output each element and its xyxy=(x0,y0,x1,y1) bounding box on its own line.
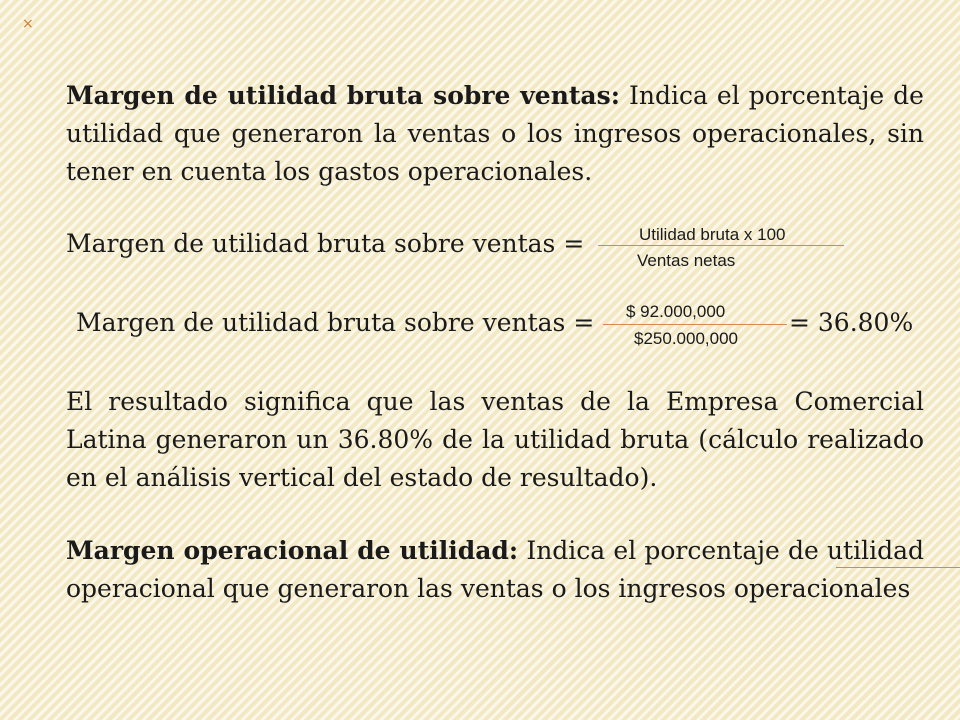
formula2-fraction-line xyxy=(603,324,787,325)
term-gross-margin: Margen de utilidad bruta sobre ventas: xyxy=(66,81,620,110)
formula2-label: Margen de utilidad bruta sobre ventas = xyxy=(76,308,595,337)
term-operating-margin: Margen operacional de utilidad: xyxy=(66,536,519,565)
formula2-denominator: $250.000,000 xyxy=(634,329,738,348)
operating-margin-accent-line xyxy=(836,567,960,568)
formula1-fraction-line xyxy=(598,245,844,246)
formula2-numerator: $ 92.000,000 xyxy=(626,302,726,321)
formula1-label: Margen de utilidad bruta sobre ventas = xyxy=(66,229,585,258)
paragraph-result-interpretation: El resultado significa que las ventas de la Empresa Comercial Latina generaron un 36.80% de la utilidad bruta (cálculo realizado en el análisis vertical del estado de resultado). xyxy=(66,387,924,492)
formula2-result: = 36.80% xyxy=(789,308,914,337)
paragraph-gross-margin-definition xyxy=(66,77,924,191)
slide-bullet-marker: × xyxy=(22,16,34,32)
operating-margin-description: Indica el porcentaje de utilidad operacional que generaron las ventas o los ingresos operacionales xyxy=(66,536,925,603)
formula1-denominator: Ventas netas xyxy=(637,251,736,270)
paragraph-operating-margin-definition xyxy=(66,532,924,608)
formula1-numerator: Utilidad bruta x 100 xyxy=(639,225,786,244)
gross-margin-description: Indica el porcentaje de utilidad que generaron la ventas o los ingresos operacionales, sin tener en cuenta los gastos operacionales. xyxy=(66,81,924,186)
